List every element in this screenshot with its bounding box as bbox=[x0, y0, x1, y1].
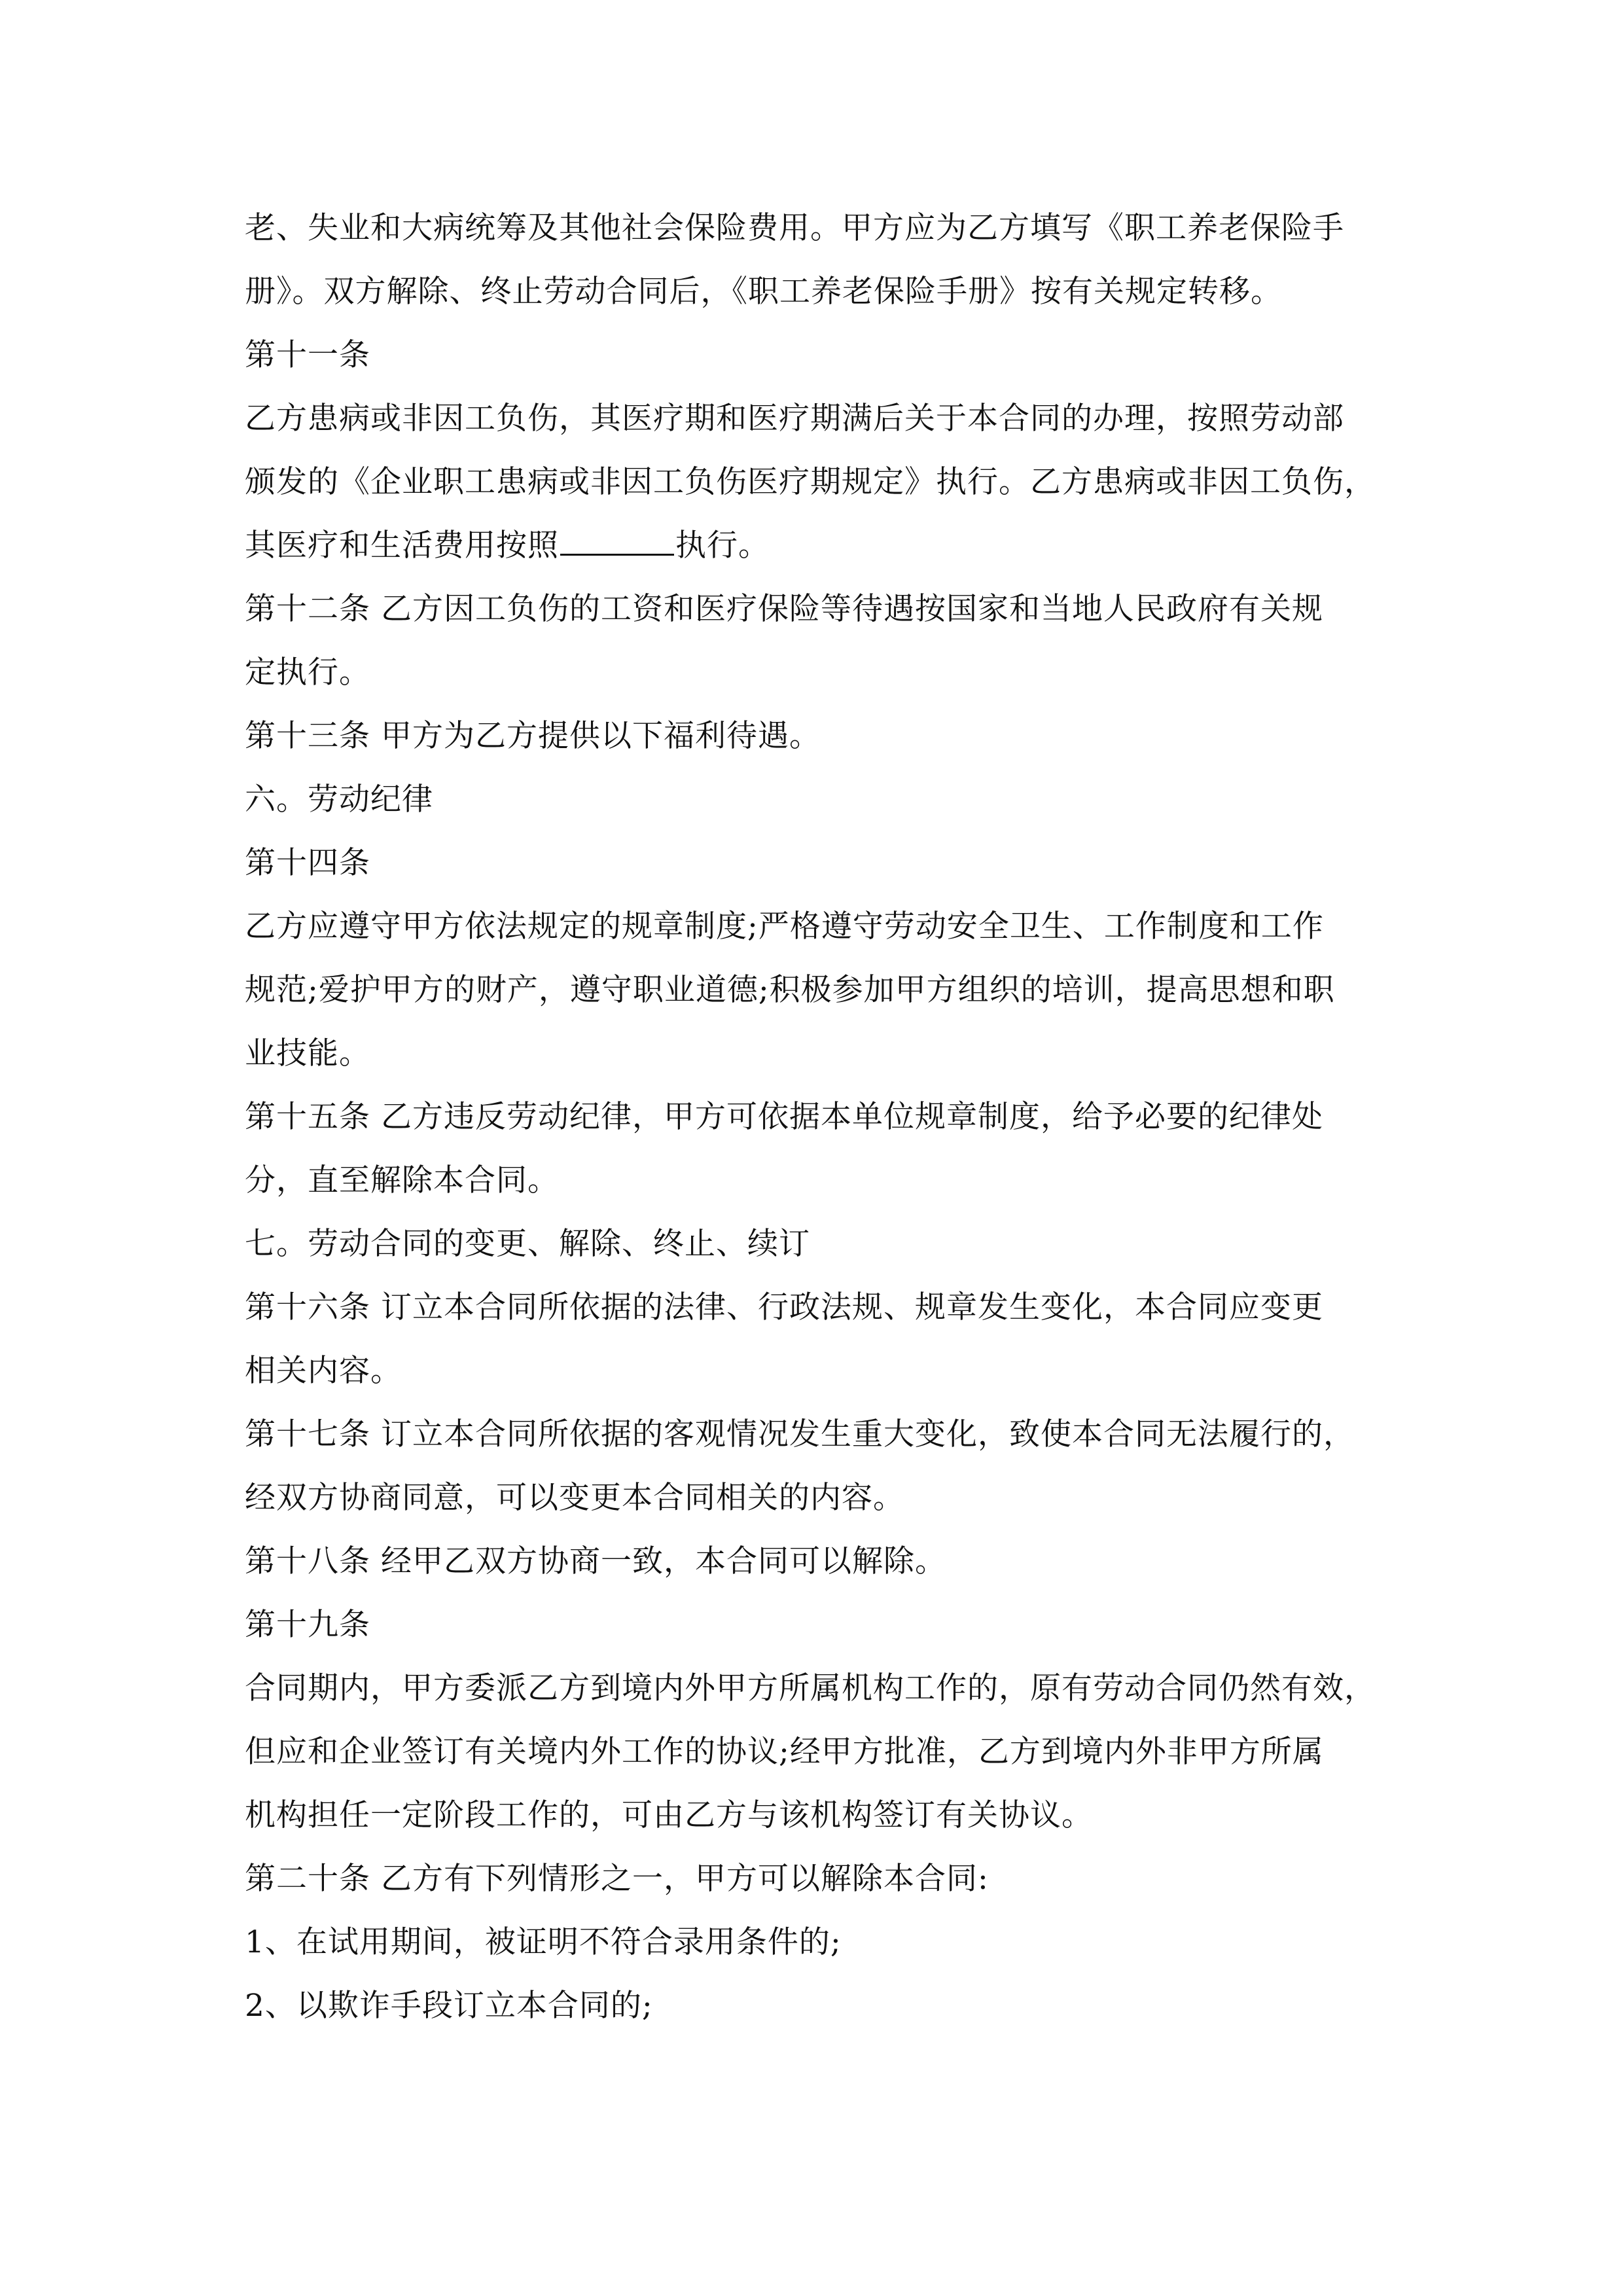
text-segment: 执行。 bbox=[675, 528, 770, 564]
section-heading: 七。劳动合同的变更、解除、终止、续订 bbox=[245, 1226, 810, 1262]
text-line: 规范;爱护甲方的财产，遵守职业道德;积极参加甲方组织的培训，提高思想和职 bbox=[245, 972, 1335, 1008]
section-heading: 六。劳动纪律 bbox=[245, 781, 433, 817]
list-item: 2、以欺诈手段订立本合同的; bbox=[245, 1988, 653, 2024]
text-line: 分，直至解除本合同。 bbox=[245, 1162, 559, 1198]
text-line: 合同期内，甲方委派乙方到境内外甲方所属机构工作的，原有劳动合同仍然有效， bbox=[245, 1670, 1376, 1706]
list-item: 1、在试用期间，被证明不符合录用条件的; bbox=[245, 1924, 842, 1960]
text-line: 册》。双方解除、终止劳动合同后，《职工养老保险手册》按有关规定转移。 bbox=[245, 274, 1282, 310]
article-heading: 第十四条 bbox=[245, 845, 370, 881]
text-line: 但应和企业签订有关境内外工作的协议;经甲方批准，乙方到境内外非甲方所属 bbox=[245, 1734, 1324, 1770]
text-line: 颁发的《企业职工患病或非因工负伤医疗期规定》执行。乙方患病或非因工负伤， bbox=[245, 464, 1376, 500]
text-line: 相关内容。 bbox=[245, 1353, 402, 1389]
article-heading: 第十八条 经甲乙双方协商一致，本合同可以解除。 bbox=[245, 1543, 946, 1579]
article-heading: 第十三条 甲方为乙方提供以下福利待遇。 bbox=[245, 718, 821, 754]
text-line: 定执行。 bbox=[245, 655, 370, 691]
document-body bbox=[245, 196, 1383, 2037]
text-segment: 其医疗和生活费用按照 bbox=[245, 528, 559, 564]
article-heading: 第二十条 乙方有下列情形之一，甲方可以解除本合同: bbox=[245, 1861, 989, 1897]
fill-in-blank bbox=[560, 528, 674, 556]
text-line: 老、失业和大病统筹及其他社会保险费用。甲方应为乙方填写《职工养老保险手 bbox=[245, 210, 1344, 246]
article-heading: 第十七条 订立本合同所依据的客观情况发生重大变化，致使本合同无法履行的， bbox=[245, 1416, 1355, 1452]
text-line: 机构担任一定阶段工作的，可由乙方与该机构签订有关协议。 bbox=[245, 1797, 1093, 1833]
article-heading: 第十五条 乙方违反劳动纪律，甲方可依据本单位规章制度，给予必要的纪律处 bbox=[245, 1099, 1323, 1135]
text-line: 业技能。 bbox=[245, 1035, 370, 1071]
text-line-with-blank bbox=[245, 514, 1383, 577]
text-line: 乙方应遵守甲方依法规定的规章制度;严格遵守劳动安全卫生、工作制度和工作 bbox=[245, 908, 1324, 944]
text-line: 经双方协商同意，可以变更本合同相关的内容。 bbox=[245, 1480, 904, 1516]
article-heading: 第十一条 bbox=[245, 337, 370, 373]
article-heading: 第十六条 订立本合同所依据的法律、行政法规、规章发生变化，本合同应变更 bbox=[245, 1289, 1323, 1325]
article-heading: 第十九条 bbox=[245, 1607, 370, 1643]
article-heading: 第十二条 乙方因工负伤的工资和医疗保险等待遇按国家和当地人民政府有关规 bbox=[245, 591, 1323, 627]
text-line: 乙方患病或非因工负伤，其医疗期和医疗期满后关于本合同的办理，按照劳动部 bbox=[245, 401, 1344, 437]
